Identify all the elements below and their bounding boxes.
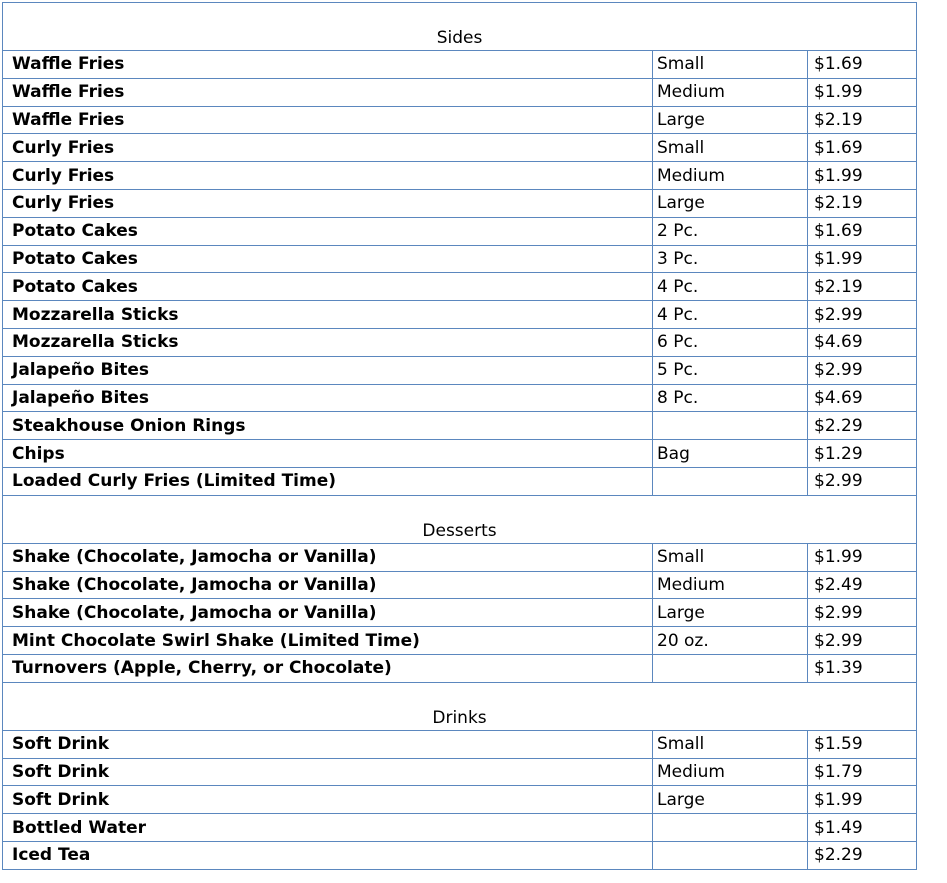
item-size: Medium [653, 162, 808, 190]
menu-item-row [3, 217, 917, 245]
menu-item-row [3, 758, 917, 786]
item-size: 20 oz. [653, 627, 808, 655]
item-name: Chips [3, 440, 653, 468]
item-name: Steakhouse Onion Rings [3, 412, 653, 440]
menu-item-row [3, 78, 917, 106]
item-name: Mozzarella Sticks [3, 328, 653, 356]
item-name: Soft Drink [3, 786, 653, 814]
menu-item-row [3, 627, 917, 655]
menu-item-row [3, 273, 917, 301]
menu-item-row [3, 328, 917, 356]
item-size: 4 Pc. [653, 301, 808, 329]
menu-item-row [3, 134, 917, 162]
item-name: Shake (Chocolate, Jamocha or Vanilla) [3, 571, 653, 599]
item-name: Soft Drink [3, 730, 653, 758]
item-name: Iced Tea [3, 841, 653, 869]
menu-item-row [3, 467, 917, 495]
item-price: $2.29 [808, 412, 917, 440]
item-price: $2.99 [808, 627, 917, 655]
menu-body [3, 3, 917, 870]
menu-table [2, 2, 917, 870]
item-price: $2.19 [808, 273, 917, 301]
item-price: $1.69 [808, 51, 917, 79]
item-name: Curly Fries [3, 189, 653, 217]
menu-item-row [3, 412, 917, 440]
item-price: $1.59 [808, 730, 917, 758]
menu-item-row [3, 654, 917, 682]
item-price: $4.69 [808, 384, 917, 412]
item-name: Shake (Chocolate, Jamocha or Vanilla) [3, 543, 653, 571]
menu-item-row [3, 841, 917, 869]
menu-item-row [3, 189, 917, 217]
item-size: Large [653, 786, 808, 814]
section-title: Drinks [3, 682, 917, 730]
item-size [653, 467, 808, 495]
item-name: Waffle Fries [3, 51, 653, 79]
item-size [653, 654, 808, 682]
item-price: $2.99 [808, 356, 917, 384]
item-name: Curly Fries [3, 162, 653, 190]
section-title: Desserts [3, 495, 917, 543]
section-header-row [3, 495, 917, 543]
item-price: $1.99 [808, 78, 917, 106]
item-size: Small [653, 543, 808, 571]
item-price: $1.29 [808, 440, 917, 468]
item-name: Potato Cakes [3, 245, 653, 273]
item-size: 5 Pc. [653, 356, 808, 384]
item-size [653, 412, 808, 440]
item-name: Jalapeño Bites [3, 356, 653, 384]
item-price: $1.99 [808, 245, 917, 273]
item-name: Mint Chocolate Swirl Shake (Limited Time) [3, 627, 653, 655]
item-size: Small [653, 51, 808, 79]
menu-item-row [3, 814, 917, 842]
item-size: Bag [653, 440, 808, 468]
item-name: Potato Cakes [3, 217, 653, 245]
item-price: $1.39 [808, 654, 917, 682]
item-size: Medium [653, 78, 808, 106]
item-size: 2 Pc. [653, 217, 808, 245]
item-size: Small [653, 134, 808, 162]
menu-item-row [3, 51, 917, 79]
item-price: $1.99 [808, 543, 917, 571]
item-name: Turnovers (Apple, Cherry, or Chocolate) [3, 654, 653, 682]
item-size: Small [653, 730, 808, 758]
menu-item-row [3, 440, 917, 468]
menu-item-row [3, 730, 917, 758]
item-name: Shake (Chocolate, Jamocha or Vanilla) [3, 599, 653, 627]
item-name: Mozzarella Sticks [3, 301, 653, 329]
item-size: Medium [653, 571, 808, 599]
item-name: Curly Fries [3, 134, 653, 162]
item-size: 6 Pc. [653, 328, 808, 356]
item-price: $1.69 [808, 217, 917, 245]
item-name: Bottled Water [3, 814, 653, 842]
menu-item-row [3, 571, 917, 599]
item-size: 4 Pc. [653, 273, 808, 301]
menu-item-row [3, 301, 917, 329]
item-size [653, 814, 808, 842]
item-size: Large [653, 599, 808, 627]
item-price: $1.99 [808, 786, 917, 814]
item-price: $2.99 [808, 301, 917, 329]
item-name: Waffle Fries [3, 106, 653, 134]
menu-item-row [3, 384, 917, 412]
item-price: $2.49 [808, 571, 917, 599]
menu-item-row [3, 543, 917, 571]
item-size: Medium [653, 758, 808, 786]
item-name: Potato Cakes [3, 273, 653, 301]
section-title: Sides [3, 3, 917, 51]
menu-item-row [3, 106, 917, 134]
item-name: Soft Drink [3, 758, 653, 786]
menu-item-row [3, 356, 917, 384]
item-price: $2.19 [808, 106, 917, 134]
menu-item-row [3, 786, 917, 814]
item-size: 3 Pc. [653, 245, 808, 273]
item-price: $1.79 [808, 758, 917, 786]
item-size: Large [653, 189, 808, 217]
section-header-row [3, 3, 917, 51]
item-name: Loaded Curly Fries (Limited Time) [3, 467, 653, 495]
item-price: $2.19 [808, 189, 917, 217]
item-name: Jalapeño Bites [3, 384, 653, 412]
item-price: $1.69 [808, 134, 917, 162]
item-price: $1.99 [808, 162, 917, 190]
item-size: Large [653, 106, 808, 134]
section-header-row [3, 682, 917, 730]
item-size: 8 Pc. [653, 384, 808, 412]
item-price: $2.99 [808, 599, 917, 627]
item-price: $2.29 [808, 841, 917, 869]
item-price: $1.49 [808, 814, 917, 842]
item-price: $4.69 [808, 328, 917, 356]
menu-item-row [3, 599, 917, 627]
item-name: Waffle Fries [3, 78, 653, 106]
menu-item-row [3, 245, 917, 273]
item-size [653, 841, 808, 869]
item-price: $2.99 [808, 467, 917, 495]
menu-item-row [3, 162, 917, 190]
